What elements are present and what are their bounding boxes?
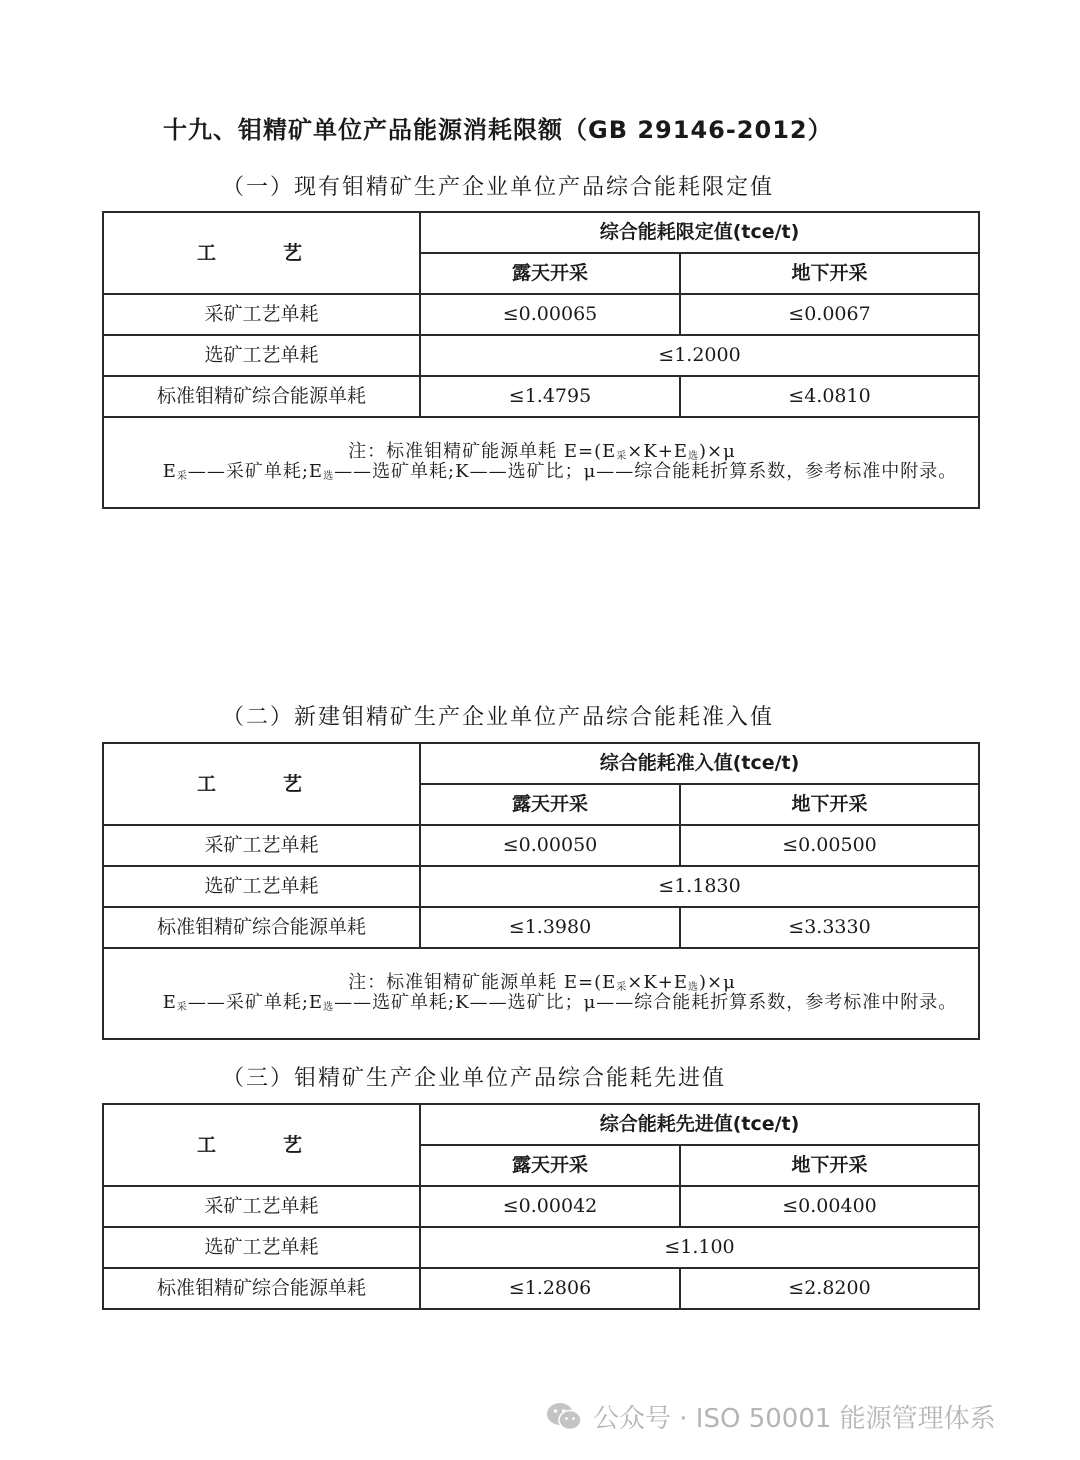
row-label: 采矿工艺单耗 xyxy=(103,294,420,335)
watermark-text: 公众号 · ISO 50001 能源管理体系 xyxy=(593,1404,996,1434)
open-pit-value: ≤0.00042 xyxy=(420,1186,680,1227)
underground-header: 地下开采 xyxy=(680,1145,979,1186)
open-pit-value: ≤1.2806 xyxy=(420,1268,680,1309)
open-pit-value: ≤0.00065 xyxy=(420,294,680,335)
limit-value-table xyxy=(102,211,980,509)
open-pit-value: ≤0.00050 xyxy=(420,825,680,866)
table-row xyxy=(103,825,979,866)
open-pit-value: ≤1.4795 xyxy=(420,376,680,417)
row-label: 选矿工艺单耗 xyxy=(103,335,420,376)
group-header: 综合能耗准入值(tce/t) xyxy=(420,743,979,784)
merged-value: ≤1.100 xyxy=(420,1227,979,1268)
formula-note: 注：标准钼精矿能源单耗 $E=(E_采\times K+E_选)\times\mu$ $E_采——$采矿单耗$;E_选——$选矿单耗;K——选矿比；μ——综合能耗折算系数，参考标准中附录。 xyxy=(103,948,979,1039)
section-1-title: （一）现有钼精矿生产企业单位产品综合能耗限定值 xyxy=(222,175,775,200)
craft-header: 工 艺 xyxy=(103,212,420,294)
table-row xyxy=(103,335,979,376)
open-pit-header: 露天开采 xyxy=(420,253,680,294)
table-row xyxy=(103,866,979,907)
merged-value: ≤1.2000 xyxy=(420,335,979,376)
merged-value: ≤1.1830 xyxy=(420,866,979,907)
underground-value: ≤2.8200 xyxy=(680,1268,979,1309)
group-header: 综合能耗限定值(tce/t) xyxy=(420,212,979,253)
open-pit-value: ≤1.3980 xyxy=(420,907,680,948)
row-label: 标准钼精矿综合能源单耗 xyxy=(103,907,420,948)
table-row xyxy=(103,1186,979,1227)
row-label: 选矿工艺单耗 xyxy=(103,1227,420,1268)
underground-value: ≤4.0810 xyxy=(680,376,979,417)
document-title: 十九、钼精矿单位产品能源消耗限额（GB 29146-2012） xyxy=(163,116,833,144)
craft-header: 工 艺 xyxy=(103,1104,420,1186)
section-3-title: （三）钼精矿生产企业单位产品综合能耗先进值 xyxy=(222,1066,727,1091)
row-label: 标准钼精矿综合能源单耗 xyxy=(103,1268,420,1309)
entry-value-table xyxy=(102,742,980,1040)
underground-header: 地下开采 xyxy=(680,253,979,294)
underground-value: ≤0.0067 xyxy=(680,294,979,335)
row-label: 采矿工艺单耗 xyxy=(103,825,420,866)
table-row xyxy=(103,1227,979,1268)
table-row xyxy=(103,294,979,335)
group-header: 综合能耗先进值(tce/t) xyxy=(420,1104,979,1145)
table-row xyxy=(103,1268,979,1309)
row-label: 采矿工艺单耗 xyxy=(103,1186,420,1227)
row-label: 选矿工艺单耗 xyxy=(103,866,420,907)
open-pit-header: 露天开采 xyxy=(420,1145,680,1186)
row-label: 标准钼精矿综合能源单耗 xyxy=(103,376,420,417)
underground-value: ≤0.00400 xyxy=(680,1186,979,1227)
craft-header: 工 艺 xyxy=(103,743,420,825)
wechat-icon xyxy=(545,1401,583,1433)
underground-value: ≤3.3330 xyxy=(680,907,979,948)
open-pit-header: 露天开采 xyxy=(420,784,680,825)
watermark xyxy=(545,1398,996,1435)
section-2-title: （二）新建钼精矿生产企业单位产品综合能耗准入值 xyxy=(222,705,775,730)
table-row xyxy=(103,376,979,417)
underground-value: ≤0.00500 xyxy=(680,825,979,866)
table-row xyxy=(103,907,979,948)
underground-header: 地下开采 xyxy=(680,784,979,825)
advanced-value-table xyxy=(102,1103,980,1310)
formula-note: 注：标准钼精矿能源单耗 $E=(E_采\times K+E_选)\times\mu$ $E_采——$采矿单耗$;E_选——$选矿单耗;K——选矿比；μ——综合能耗折算系数，参考标准中附录。 xyxy=(103,417,979,508)
